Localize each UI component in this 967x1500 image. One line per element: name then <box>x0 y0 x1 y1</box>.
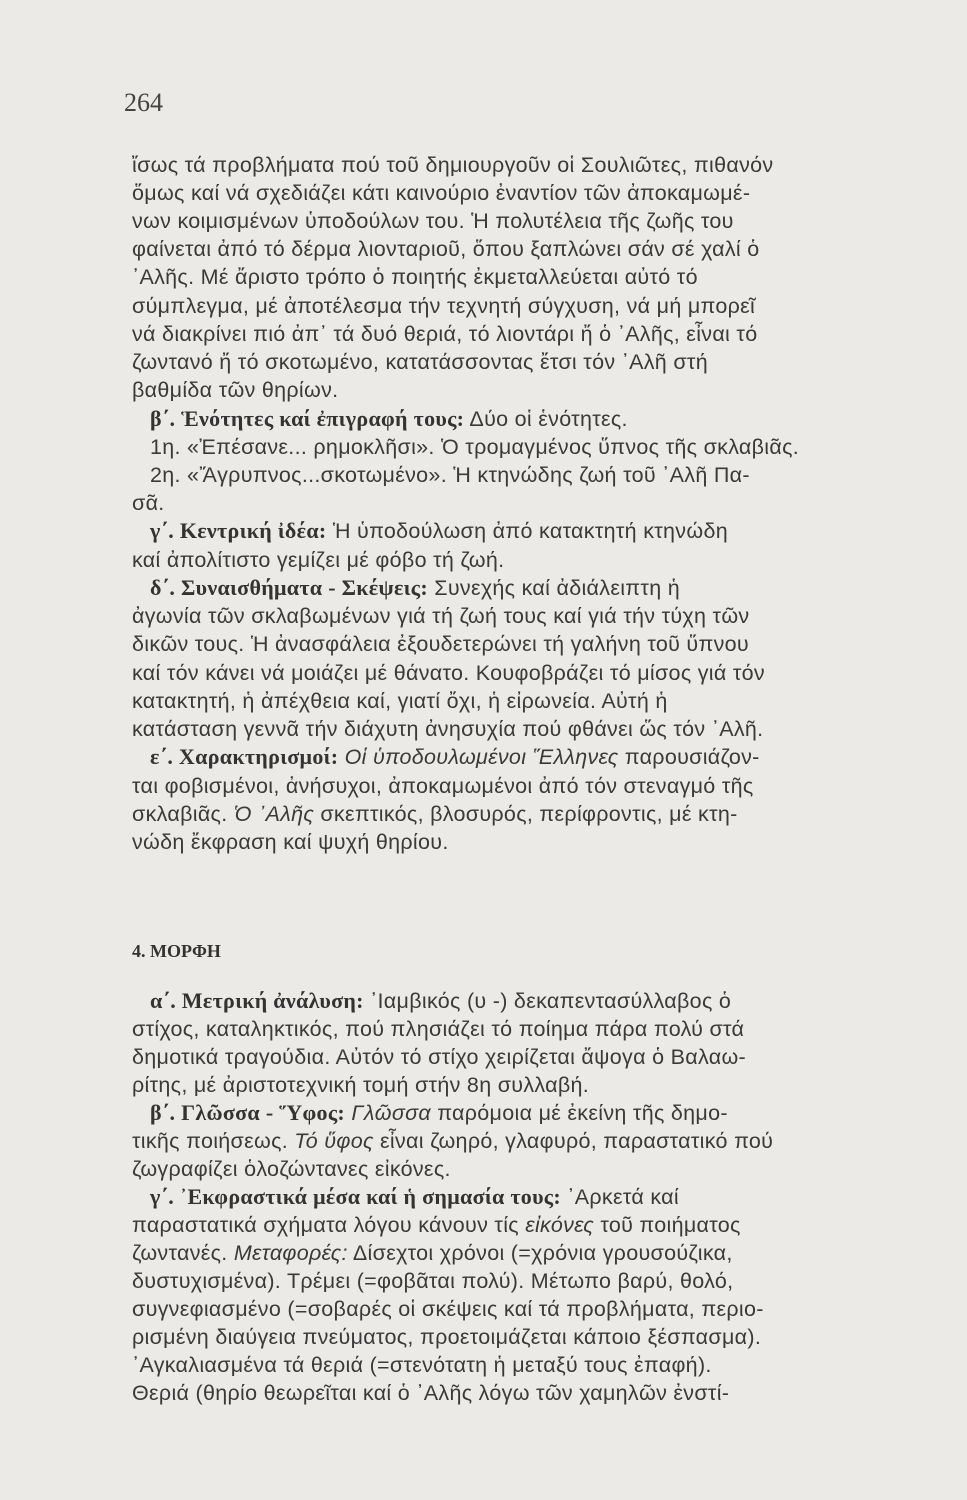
text-line: γ΄. ᾿Εκφραστικά μέσα καί ἡ σημασία τους: ᾿Αρκετά καί <box>150 1184 679 1209</box>
text-line: καί ἀπολίτιστο γεμίζει μέ φόβο τή ζωή. <box>132 548 505 572</box>
text-line: ζωγραφίζει ὁλοζώντανες εἰκόνες. <box>132 1157 451 1181</box>
text-line: β΄. Γλῶσσα - Ὕφος: Γλῶσσα παρόμοια μέ ἐκείνη τῆς δημο- <box>150 1100 728 1125</box>
text-line: ἴσως τά προβλήματα πού τοῦ δημιουργοῦν οἱ Σουλιῶτες, πιθανόν <box>132 153 774 177</box>
text-line: ρισμένη διαύγεια πνεύματος, προετοιμάζεται κάποιο ξέσπασμα). <box>132 1325 762 1349</box>
text-line: 1η. «Ἐπέσανε... ρημοκλῆσι». Ὁ τρομαγμένος ὕπνος τῆς σκλαβιᾶς. <box>150 435 800 459</box>
text-line: δυστυχισμένα). Τρέμει (=φοβᾶται πολύ). Μέτωπο βαρύ, θολό, <box>132 1269 734 1293</box>
section-heading: 4. ΜΟΡΦΗ <box>132 941 221 961</box>
text-line: ρίτης, μέ ἀριστοτεχνική τομή στήν 8η συλλαβή. <box>132 1073 590 1097</box>
text-line: σύμπλεγμα, μέ ἀποτέλεσμα τήν τεχνητή σύγχυση, νά μή μπορεῖ <box>132 294 756 318</box>
text-line: ἀγωνία τῶν σκλαβωμένων γιά τή ζωή τους καί γιά τήν τύχη τῶν <box>132 604 750 628</box>
text-line: συγνεφιασμένο (=σοβαρές οἱ σκέψεις καί τά προβλήματα, περιο- <box>132 1297 764 1321</box>
text-line: ᾿Αγκαλιασμένα τά θεριά (=στενότατη ἡ μεταξύ τους ἐπαφή). <box>132 1353 712 1377</box>
text-line: ᾿Αλῆς. Μέ ἄριστο τρόπο ὁ ποιητής ἐκμεταλλεύεται αὐτό τό <box>132 265 698 289</box>
text-line: Θεριά (θηρίο θεωρεῖται καί ὁ ᾿Αλῆς λόγω τῶν χαμηλῶν ἐνστί- <box>132 1381 730 1405</box>
text-line: δ΄. Συναισθήματα - Σκέψεις: Συνεχής καί ἀδιάλειπτη ἡ <box>150 575 681 600</box>
text-line: ται φοβισμένοι, ἀνήσυχοι, ἀποκαμωμένοι ἀπό τόν στεναγμό τῆς <box>132 774 754 798</box>
text-line: τικῆς ποιήσεως. Τό ὕφος εἶναι ζωηρό, γλαφυρό, παραστατικό πού <box>132 1129 774 1153</box>
text-line: δικῶν τους. Ἡ ἀνασφάλεια ἐξουδετερώνει τή γαλήνη τοῦ ὕπνου <box>132 632 749 656</box>
text-line: παραστατικά σχήματα λόγου κάνουν τίς εἰκόνες τοῦ ποιήματος <box>132 1213 741 1237</box>
text-line: στίχος, καταληκτικός, πού πλησιάζει τό ποίημα πάρα πολύ στά <box>132 1017 745 1041</box>
text-line: ε΄. Χαρακτηρισμοί: Οἱ ὑποδουλωμένοι Ἕλληνες παρουσιάζον- <box>150 744 760 769</box>
text-line: ζωντανές. Μεταφορές: Δίσεχτοι χρόνοι (=χρόνια γρουσούζικα, <box>132 1241 733 1265</box>
text-line: ζωντανό ἤ τό σκοτωμένο, κατατάσσοντας ἔτσι τόν ᾿Αλῆ στή <box>132 350 708 374</box>
text-line: α΄. Μετρική ἀνάλυση: ᾿Ιαμβικός (υ -) δεκαπεντασύλλαβος ὁ <box>150 988 732 1013</box>
text-line: νων κοιμισμένων ὑποδούλων του. Ἡ πολυτέλεια τῆς ζωῆς του <box>132 209 734 233</box>
text-line: σᾶ. <box>132 491 165 515</box>
text-line: γ΄. Κεντρική ἰδέα: Ἡ ὑποδούλωση ἀπό κατακτητή κτηνώδη <box>150 518 728 543</box>
text-line: κατακτητή, ἡ ἀπέχθεια καί, γιατί ὄχι, ἡ εἰρωνεία. Αὐτή ἡ <box>132 689 668 713</box>
text-line: νά διακρίνει πιό ἀπ᾿ τά δυό θεριά, τό λιοντάρι ἤ ὁ ᾿Αλῆς, εἶναι τό <box>132 322 758 346</box>
text-line: νώδη ἔκφραση καί ψυχή θηρίου. <box>132 830 449 854</box>
page-number: 264 <box>124 88 163 117</box>
text-line: κατάσταση γεννᾶ τήν διάχυτη ἀνησυχία πού φθάνει ὥς τόν ᾿Αλῆ. <box>132 717 764 741</box>
text-line: 2η. «Ἄγρυπνος...σκοτωμένο». Ἡ κτηνώδης ζωή τοῦ ᾿Αλῆ Πα- <box>150 463 750 487</box>
text-line: καί τόν κάνει νά μοιάζει μέ θάνατο. Κουφοβράζει τό μίσος γιά τόν <box>132 661 765 685</box>
text-line: φαίνεται ἀπό τό δέρμα λιονταριοῦ, ὅπου ξαπλώνει σάν σέ χαλί ὁ <box>132 237 760 261</box>
text-line: β΄. Ἑνότητες καί ἐπιγραφή τους: Δύο οἱ ἑνότητες. <box>150 406 628 431</box>
text-line: βαθμίδα τῶν θηρίων. <box>132 378 339 402</box>
text-line: δημοτικά τραγούδια. Αὐτόν τό στίχο χειρίζεται ἄψογα ὁ Βαλαω- <box>132 1045 747 1069</box>
text-line: ὅμως καί νά σχεδιάζει κάτι καινούριο ἐναντίον τῶν ἀποκαμωμέ- <box>132 181 751 205</box>
text-line: σκλαβιᾶς. Ὁ ᾿Αλῆς σκεπτικός, βλοσυρός, περίφροντις, μέ κτη- <box>132 802 738 826</box>
